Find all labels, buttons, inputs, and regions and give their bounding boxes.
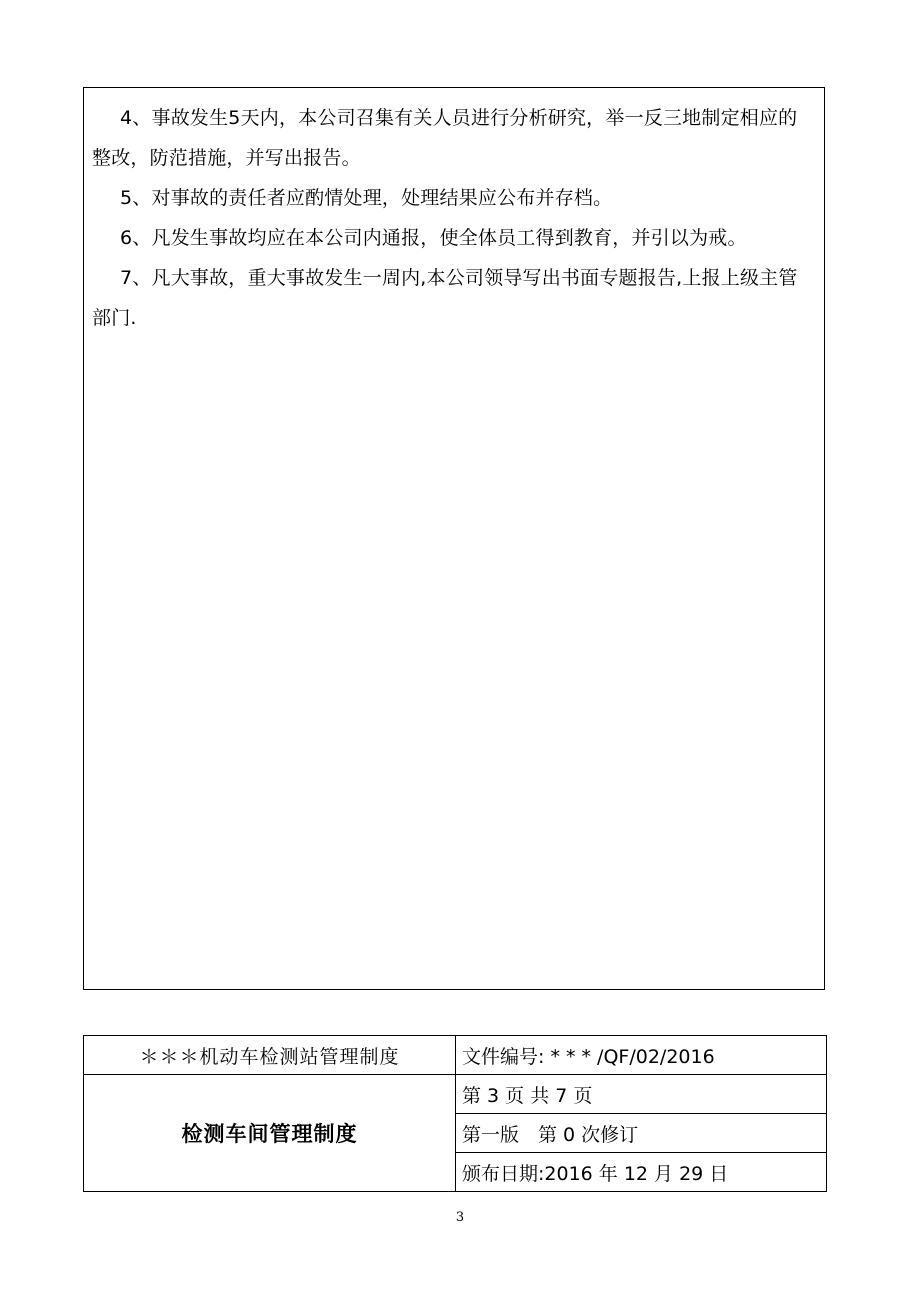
page-number: 3 [455,1210,465,1225]
company-name: ＊＊＊机动车检测站管理制度 [84,1036,456,1075]
version-info: 第一版 第 0 次修订 [456,1114,827,1153]
document-title: 检测车间管理制度 [84,1075,456,1192]
paragraph-6: 6、凡发生事故均应在本公司内通报，使全体员工得到教育，并引以为戒。 [120,227,747,249]
document-number: 文件编号: * * * /QF/02/2016 [456,1036,827,1075]
issue-date: 颁布日期:2016 年 12 月 29 日 [456,1153,827,1192]
page-info: 第 3 页 共 7 页 [456,1075,827,1114]
paragraph-5: 5、对事故的责任者应酌情处理，处理结果应公布并存档。 [120,187,613,209]
paragraph-4: 4、事故发生5天内，本公司召集有关人员进行分析研究，举一反三地制定相应的整改，防范措施，并写出报告。 [92,107,798,169]
document-header-table [83,1035,827,1192]
paragraph-7: 7、凡大事故，重大事故发生一周内,本公司领导写出书面专题报告,上报上级主管部门. [92,267,798,329]
header-row-2 [84,1075,827,1114]
content-box [83,87,825,990]
header-row-1 [84,1036,827,1075]
